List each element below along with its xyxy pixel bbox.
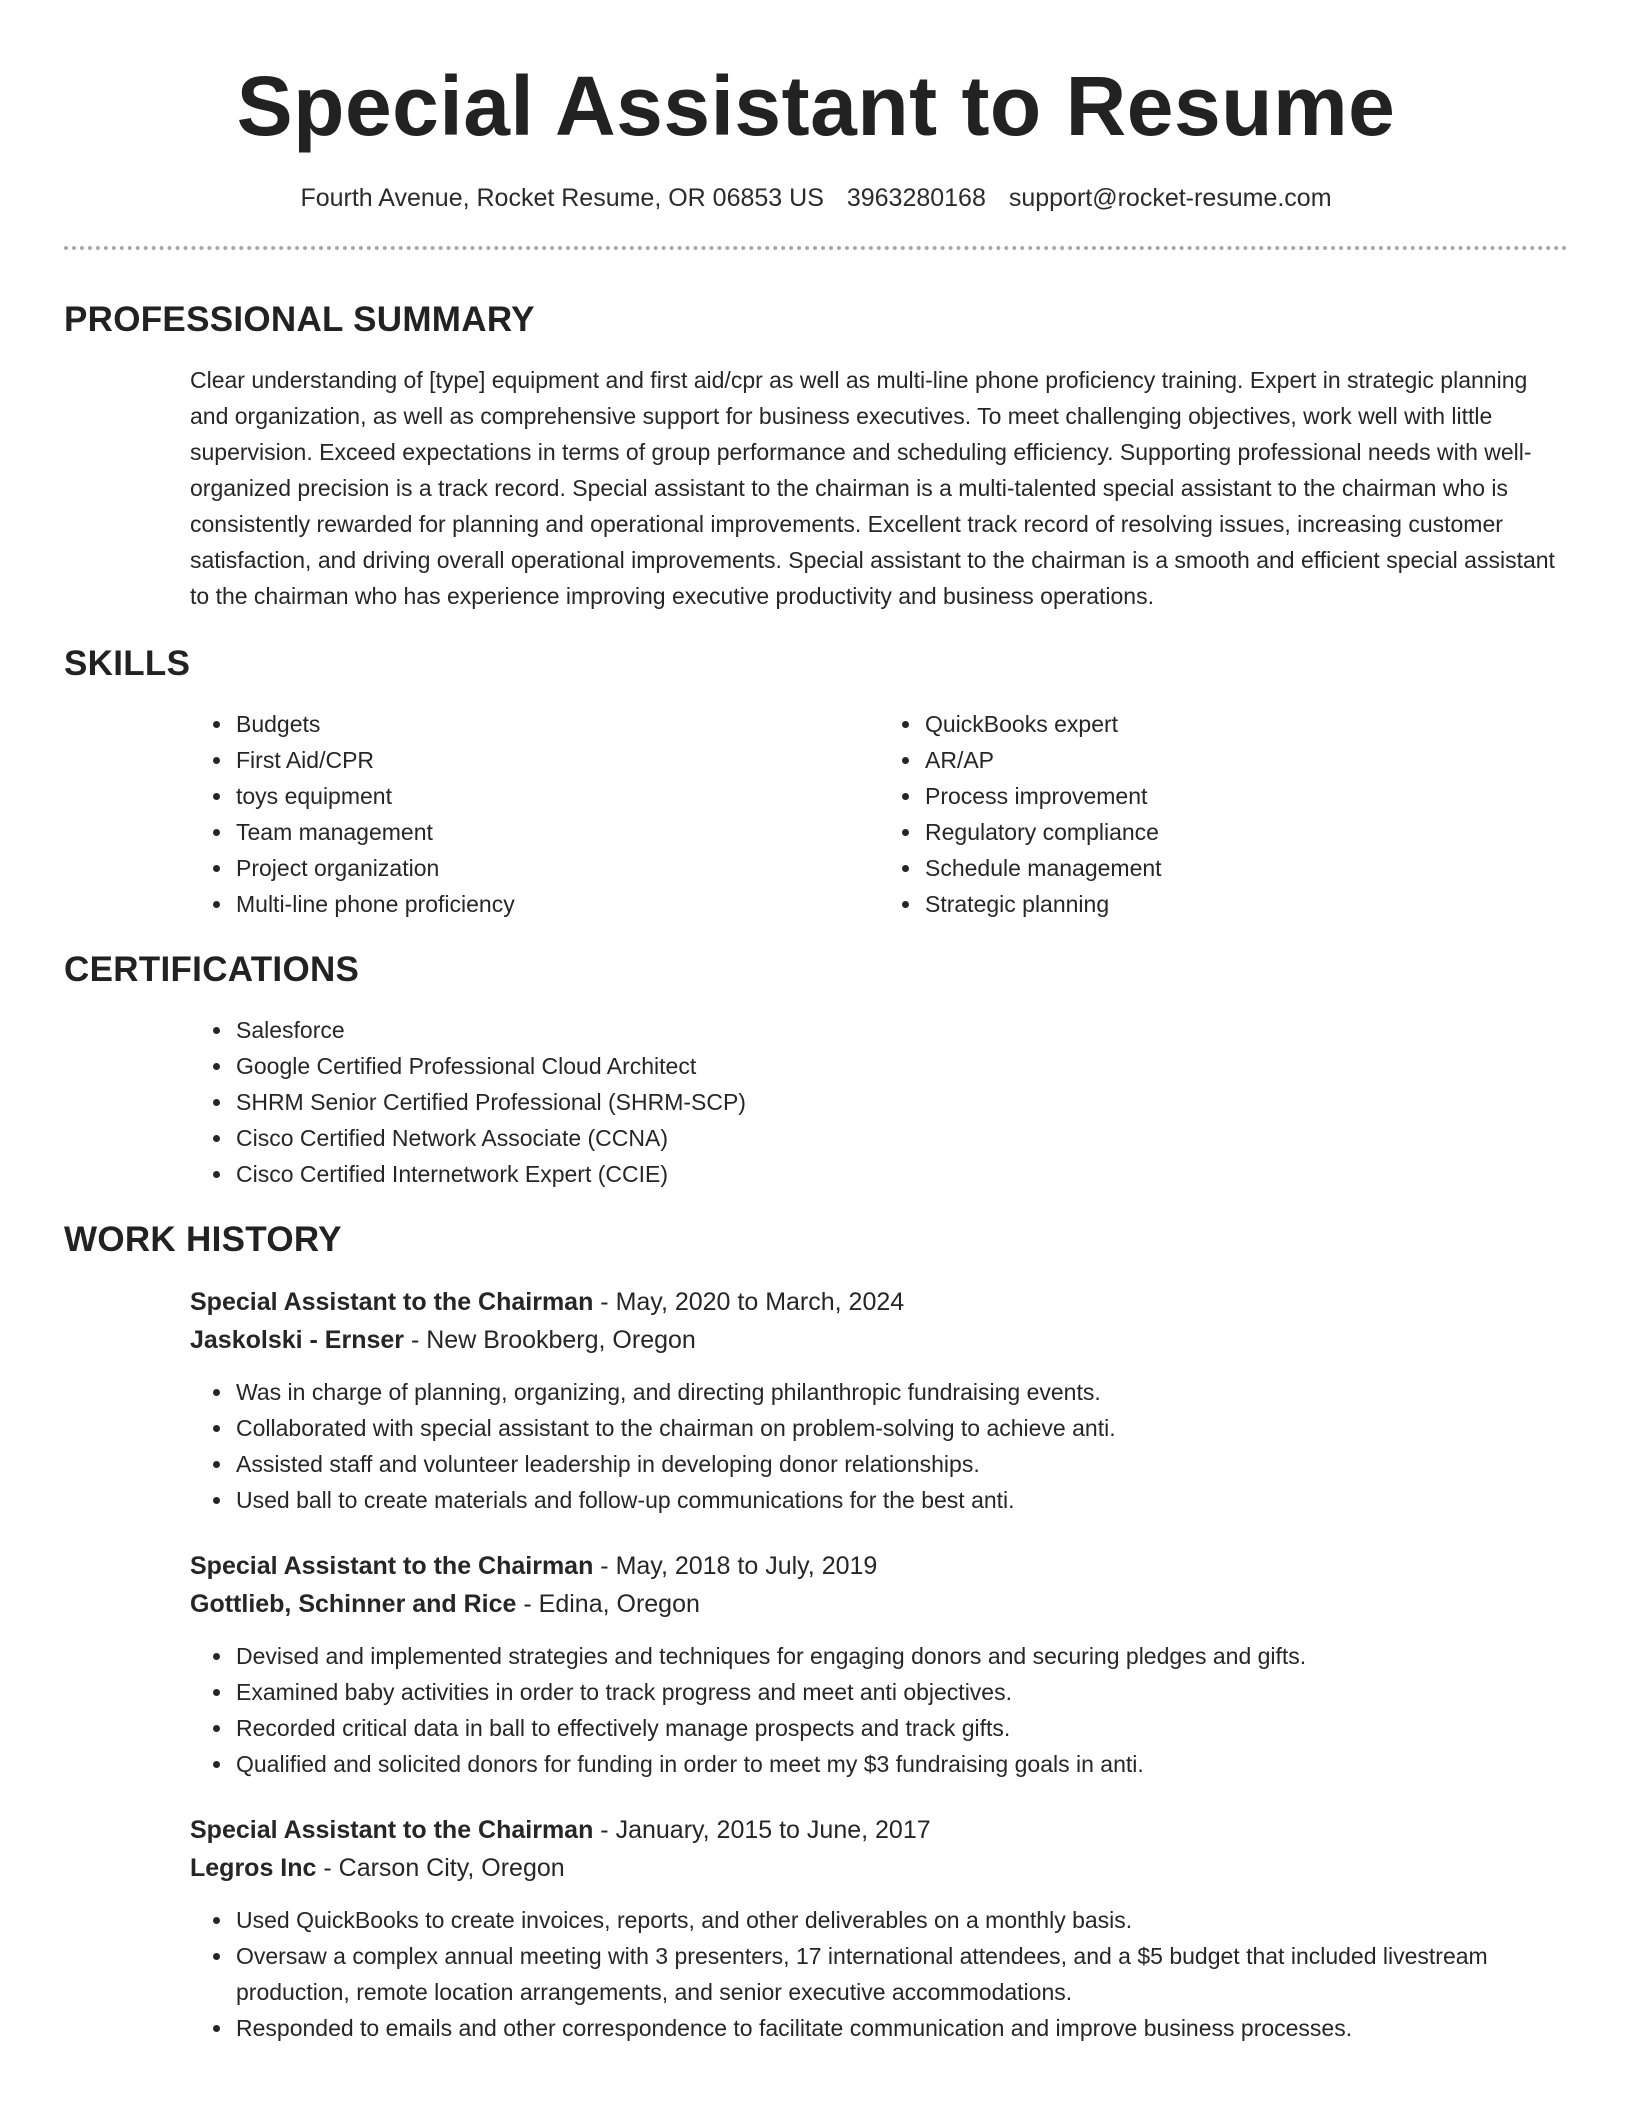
skills-title: SKILLS [64, 644, 191, 683]
skill-item: • toys equipment [234, 778, 879, 814]
job-title-line [190, 1284, 1568, 1320]
job-bullet: • Qualified and solicited donors for funding in order to meet my $3 fundraising goals in anti. [234, 1746, 1568, 1782]
skill-item: • Regulatory compliance [923, 814, 1568, 850]
skills-column-1 [64, 706, 879, 922]
contact-line [64, 182, 1568, 214]
skill-item: • QuickBooks expert [923, 706, 1568, 742]
job-location: - Carson City, Oregon [316, 1854, 565, 1882]
job-company-line [190, 1850, 1568, 1886]
skill-item: • Project organization [234, 850, 879, 886]
skill-item: • Process improvement [923, 778, 1568, 814]
certification-item: • Google Certified Professional Cloud Architect [234, 1048, 1568, 1084]
job-title-line [190, 1812, 1568, 1848]
skills-grid [64, 706, 1568, 922]
job-location: - New Brookberg, Oregon [404, 1326, 696, 1354]
skill-item: • Strategic planning [923, 886, 1568, 922]
work-history-section [64, 1218, 1568, 2046]
job-entry [64, 1284, 1568, 1358]
job-bullet: • Responded to emails and other correspondence to facilitate communication and improve business processes. [234, 2010, 1488, 2046]
job-dates: - May, 2020 to March, 2024 [593, 1288, 905, 1316]
contact-phone: 3963280168 [846, 184, 986, 212]
certifications-section [64, 948, 1568, 1192]
job-bullet: • Collaborated with special assistant to the chairman on problem-solving to achieve anti. [234, 1410, 1568, 1446]
skill-item: • AR/AP [923, 742, 1568, 778]
certification-item: • Cisco Certified Internetwork Expert (CCIE) [234, 1156, 1568, 1192]
skill-item: • Multi-line phone proficiency [234, 886, 879, 922]
job-dates: - January, 2015 to June, 2017 [593, 1816, 931, 1844]
job-title: Special Assistant to the Chairman [190, 1816, 594, 1844]
job-company: Gottlieb, Schinner and Rice [190, 1590, 517, 1618]
job-entry [64, 1812, 1568, 1886]
job-bullet: • Used QuickBooks to create invoices, reports, and other deliverables on a monthly basis. [234, 1902, 1488, 1938]
job-bullet: • Assisted staff and volunteer leadership in developing donor relationships. [234, 1446, 1568, 1482]
certification-item: • Cisco Certified Network Associate (CCNA) [234, 1120, 1568, 1156]
skill-item: • Schedule management [923, 850, 1568, 886]
summary-section [64, 298, 1568, 614]
summary-text: Clear understanding of [type] equipment and first aid/cpr as well as multi-line phone proficiency training. Expert in strategic planning and organization, as well as comprehensive support for business executives. To meet challenging objectives, work well with little supervision. Exceed expectations in terms of group performance and scheduling efficiency. Supporting professional needs with well-organized precision is a track record. Special assistant to the chairman is a multi-talented special assistant to the chairman who is consistently rewarded for planning and operational improvements. Excellent track record of resolving issues, increasing customer satisfaction, and driving overall operational improvements. Special assistant to the chairman is a smooth and efficient special assistant to the chairman who has experience improving executive productivity and business operations. [190, 367, 1555, 609]
job-title-line [190, 1548, 1568, 1584]
job-bullet: • Used ball to create materials and follow-up communications for the best anti. [234, 1482, 1568, 1518]
job-bullet: • Was in charge of planning, organizing, and directing philanthropic fundraising events. [234, 1374, 1568, 1410]
contact-email: support@rocket-resume.com [1008, 184, 1332, 212]
job-company: Jaskolski - Ernser [190, 1326, 405, 1354]
job-bullet: • Oversaw a complex annual meeting with 3 presenters, 17 international attendees, and a $5 budget that included livestream production, remote location arrangements, and senior executive accommodations. [234, 1938, 1488, 2010]
job-bullets [64, 1902, 1568, 2046]
job-bullet: • Recorded critical data in ball to effectively manage prospects and track gifts. [234, 1710, 1568, 1746]
work-history-title: WORK HISTORY [64, 1220, 342, 1259]
job-entry [64, 1548, 1568, 1622]
certification-item: • Salesforce [234, 1012, 1568, 1048]
job-bullet: • Examined baby activities in order to track progress and meet anti objectives. [234, 1674, 1568, 1710]
resume-name: Special Assistant to Resume [236, 59, 1396, 153]
contact-address: Fourth Avenue, Rocket Resume, OR 06853 US [300, 184, 824, 212]
header-divider [64, 246, 1568, 250]
job-title: Special Assistant to the Chairman [190, 1288, 594, 1316]
job-dates: - May, 2018 to July, 2019 [593, 1552, 878, 1580]
job-location: - Edina, Oregon [516, 1590, 700, 1618]
summary-title: PROFESSIONAL SUMMARY [64, 300, 535, 339]
skills-column-2 [879, 706, 1568, 922]
job-title: Special Assistant to the Chairman [190, 1552, 594, 1580]
certification-item: • SHRM Senior Certified Professional (SHRM-SCP) [234, 1084, 1568, 1120]
job-company-line [190, 1586, 1568, 1622]
certifications-list [64, 1012, 1568, 1192]
skill-item: • Team management [234, 814, 879, 850]
job-bullets [64, 1374, 1568, 1518]
skill-item: • First Aid/CPR [234, 742, 879, 778]
job-bullets [64, 1638, 1568, 1782]
job-company-line [190, 1322, 1568, 1358]
skill-item: • Budgets [234, 706, 879, 742]
job-bullet: • Devised and implemented strategies and techniques for engaging donors and securing pledges and gifts. [234, 1638, 1568, 1674]
certifications-title: CERTIFICATIONS [64, 950, 360, 989]
skills-section [64, 642, 1568, 922]
job-company: Legros Inc [190, 1854, 317, 1882]
